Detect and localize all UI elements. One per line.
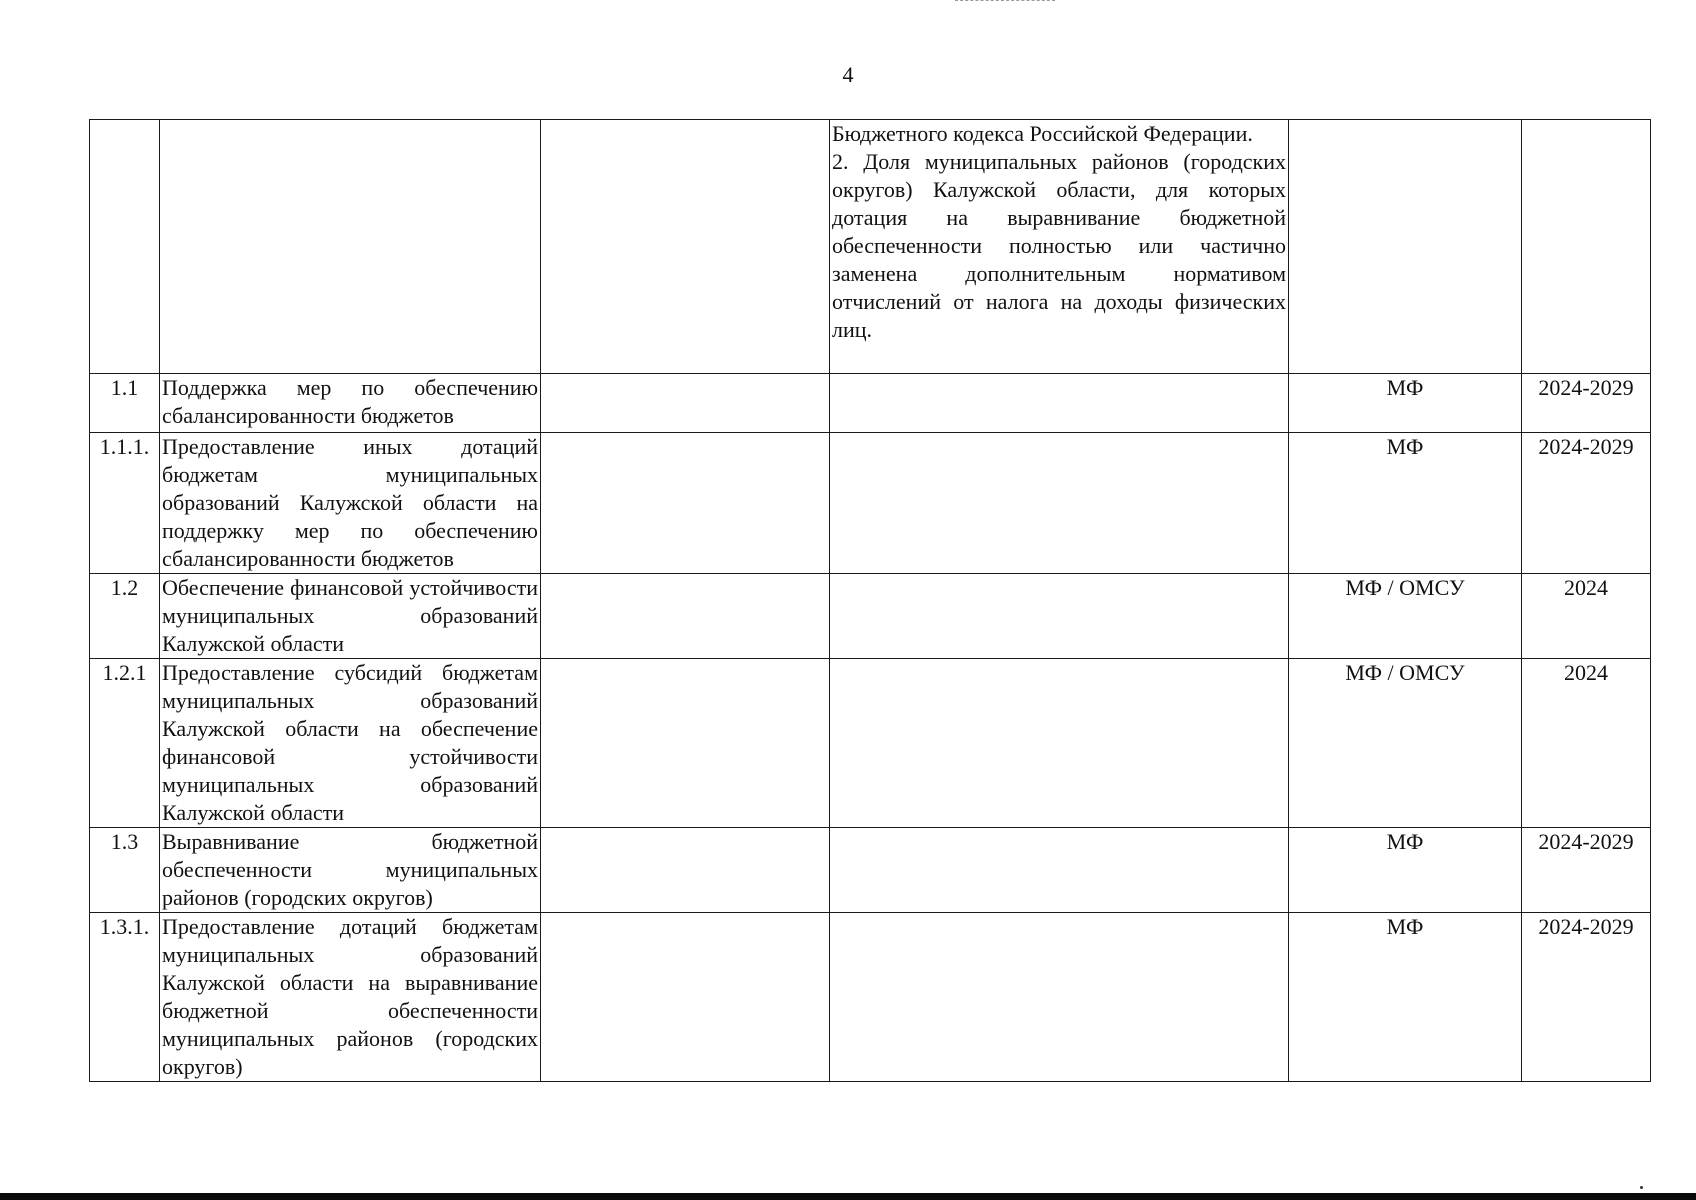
executor: МФ [1289, 828, 1522, 913]
period: 2024-2029 [1522, 828, 1651, 913]
executor: МФ [1289, 433, 1522, 574]
cell-indicators [830, 574, 1289, 659]
measure-name: Предоставление иных дотаций бюджетам муниципальных образований Калужской области на поддержку мер по обеспечению сбалансированности бюджетов [160, 433, 541, 574]
scan-top-mark [955, 0, 1055, 3]
executor: МФ [1289, 374, 1522, 433]
measure-name: Предоставление дотаций бюджетам муниципальных образований Калужской области на выравнивание бюджетной обеспеченности муниципальных районов (городских округов) [160, 913, 541, 1082]
cell-empty [541, 374, 830, 433]
measure-name: Обеспечение финансовой устойчивости муниципальных образований Калужской области [160, 574, 541, 659]
measure-name: Выравнивание бюджетной обеспеченности муниципальных районов (городских округов) [160, 828, 541, 913]
continuation-row [90, 120, 1651, 374]
table-row [90, 574, 1651, 659]
scan-bottom-edge [0, 1193, 1696, 1200]
cell-empty [541, 828, 830, 913]
cell-empty [541, 433, 830, 574]
cell-indicators [830, 913, 1289, 1082]
row-number: 1.2 [90, 574, 160, 659]
cell-num [90, 120, 160, 374]
cell-empty [541, 659, 830, 828]
cell-indicators [830, 659, 1289, 828]
cell-empty [541, 574, 830, 659]
table-row [90, 659, 1651, 828]
cell-indicators: Бюджетного кодекса Российской Федерации. 2. Доля муниципальных районов (городских округов) Калужской области, для которых дотация на выравнивание бюджетной обеспеченности полностью или частично заменена дополнительным нормативом отчислений от налога на доходы физических лиц. [830, 120, 1289, 374]
cell-empty [541, 913, 830, 1082]
period: 2024-2029 [1522, 374, 1651, 433]
row-number: 1.3.1. [90, 913, 160, 1082]
row-number: 1.3 [90, 828, 160, 913]
cell-period [1522, 120, 1651, 374]
cell-executor [1289, 120, 1522, 374]
period: 2024-2029 [1522, 433, 1651, 574]
scan-speck [1640, 1186, 1643, 1189]
cell-name [160, 120, 541, 374]
row-number: 1.1.1. [90, 433, 160, 574]
period: 2024-2029 [1522, 913, 1651, 1082]
executor: МФ / ОМСУ [1289, 574, 1522, 659]
table-row [90, 913, 1651, 1082]
cell-empty [541, 120, 830, 374]
row-number: 1.2.1 [90, 659, 160, 828]
period: 2024 [1522, 574, 1651, 659]
measure-name: Поддержка мер по обеспечению сбалансированности бюджетов [160, 374, 541, 433]
table-row [90, 828, 1651, 913]
executor: МФ [1289, 913, 1522, 1082]
cell-indicators [830, 433, 1289, 574]
page-number: 4 [842, 62, 854, 87]
period: 2024 [1522, 659, 1651, 828]
measure-name: Предоставление субсидий бюджетам муниципальных образований Калужской области на обеспечение финансовой устойчивости муниципальных образований Калужской области [160, 659, 541, 828]
cell-indicators [830, 374, 1289, 433]
table-row [90, 433, 1651, 574]
table-row [90, 374, 1651, 433]
executor: МФ / ОМСУ [1289, 659, 1522, 828]
row-number: 1.1 [90, 374, 160, 433]
cell-indicators [830, 828, 1289, 913]
measures-table [89, 119, 1651, 1082]
